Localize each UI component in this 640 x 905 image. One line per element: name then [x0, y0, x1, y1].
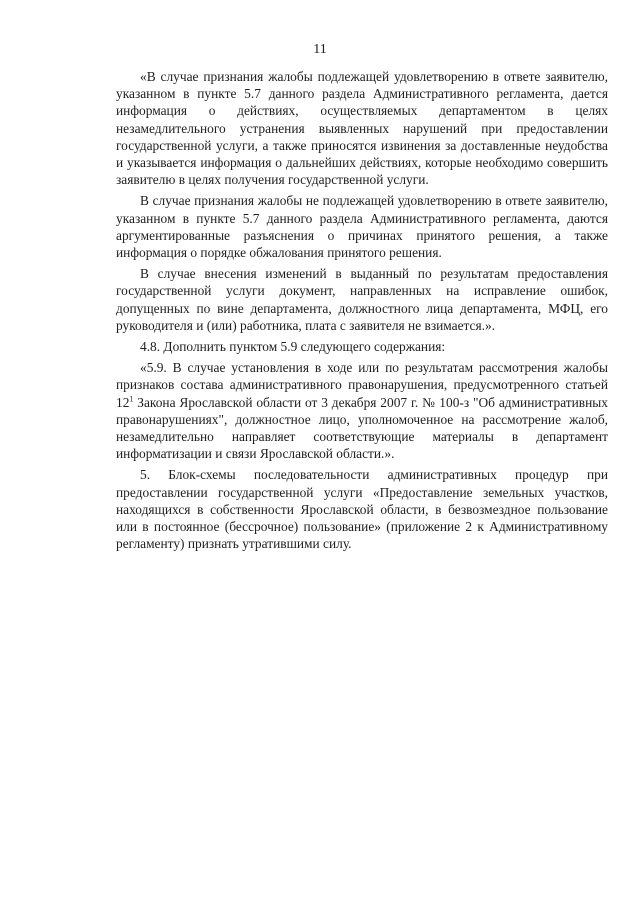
paragraph-item-5-flowcharts: 5. Блок-схемы последовательности административных процедур при предоставлении государственной услуги «Предоставление земельных участков, находящихся в собственности Ярославской области, в безвозмездное пользование или в постоянное (бессрочное) пользование» (приложение 2 к Административному регламенту) признать утратившими силу.	[116, 467, 608, 552]
page-number: 11	[313, 42, 327, 57]
paragraph-clause-5-9	[116, 359, 608, 462]
clause-5-9-text-start: «5.9. В случае установления в ходе или по результатам рассмотрения жалобы признаков состава административного правонарушения, предусмотренного статьей 12	[116, 360, 608, 410]
clause-5-9-text-end: Закона Ярославской области от 3 декабря 2007 г. № 100-з "Об административных правонарушениях", должностное лицо, уполномоченное на рассмотрение жалоб, незамедлительно направляет соответствующие материалы в департамент информатизации и связи Ярославской области.».	[116, 394, 608, 462]
paragraph-amendment-4-8: 4.8. Дополнить пунктом 5.9 следующего содержания:	[140, 339, 446, 355]
clause-5-9-superscript: 1	[129, 394, 134, 404]
document-body	[116, 68, 608, 556]
paragraph-document-changes: В случае внесения изменений в выданный по результатам предоставления государственной услуги документ, направленных на исправление ошибок, допущенных по вине департамента, должностного лица департамента, МФЦ, его руководителя и (или) работника, плата с заявителя не взимается.».	[116, 266, 608, 333]
paragraph-complaint-rejected: В случае признания жалобы не подлежащей удовлетворению в ответе заявителю, указанном в пункте 5.7 данного раздела Административного регламента, даются аргументированные разъяснения о причинах принятого решения, а также информация о порядке обжалования принятого решения.	[116, 193, 608, 261]
paragraph-complaint-satisfied: «В случае признания жалобы подлежащей удовлетворению в ответе заявителю, указанном в пункте 5.7 данного раздела Административного регламента, дается информация о действиях, осуществляемых департаментом в целях незамедлительного устранения выявленных нарушений при предоставлении государственной услуги, а также приносятся извинения за доставленные неудобства и указывается информация о дальнейших действиях, которые необходимо совершить заявителю в целях получения государственной услуги.	[116, 69, 608, 188]
